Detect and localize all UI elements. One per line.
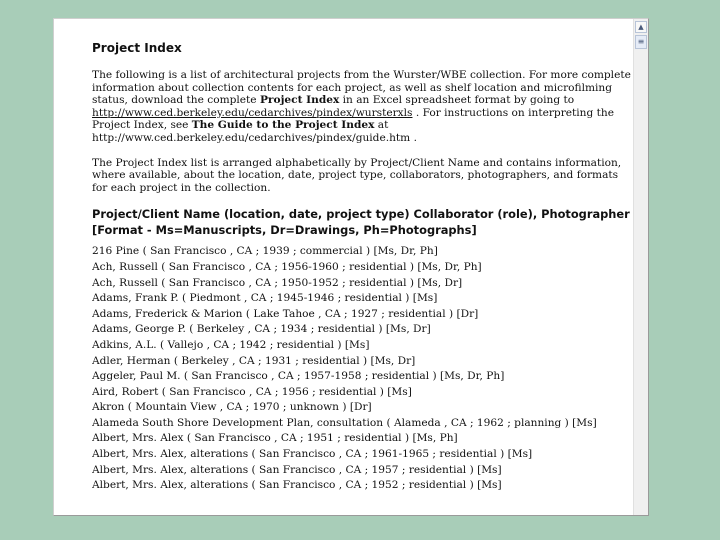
vertical-scrollbar[interactable] (633, 19, 648, 515)
list-item: Adams, Frederick & Marion ( Lake Tahoe , CA ; 1927 ; residential ) [Dr] (92, 307, 479, 320)
intro-paragraph (92, 69, 632, 145)
project-index-bold: Project Index (259, 94, 340, 107)
guide-bold: The Guide to the Project Index (191, 119, 375, 132)
list-item: Albert, Mrs. Alex, alterations ( San Francisco , CA ; 1952 ; residential ) [Ms] (92, 479, 502, 492)
intro-text-2: in an Excel spreadsheet format by going to (339, 94, 575, 107)
list-item: Adams, Frank P. ( Piedmont , CA ; 1945-1946 ; residential ) [Ms] (92, 292, 438, 305)
list-heading: Project/Client Name (location, date, project type) Collaborator (role), Photographer [Format - Ms=Manuscripts, Dr=Drawings, Ph=Photographs] (92, 207, 630, 238)
scroll-up-icon[interactable]: ▲ (635, 21, 647, 33)
list-item: Adkins, A.L. ( Vallejo , CA ; 1942 ; residential ) [Ms] (92, 338, 370, 351)
list-item: Adams, George P. ( Berkeley , CA ; 1934 ; residential ) [Ms, Dr] (92, 323, 431, 336)
browser-window (53, 18, 649, 516)
page-content (92, 41, 632, 494)
list-item: Aird, Robert ( San Francisco , CA ; 1956 ; residential ) [Ms] (92, 385, 412, 398)
list-item: Adler, Herman ( Berkeley , CA ; 1931 ; residential ) [Ms, Dr] (92, 354, 416, 367)
list-item: Ach, Russell ( San Francisco , CA ; 1956-1960 ; residential ) [Ms, Dr, Ph] (92, 260, 482, 273)
list-item: Ach, Russell ( San Francisco , CA ; 1950-1952 ; residential ) [Ms, Dr] (92, 276, 463, 289)
intro-text-1: The following is a list of architectural projects from the Wurster/WBE collection. For more complete information about collection contents for each project, as well as shelf location and microfilming status, download the complete (92, 69, 631, 107)
list-item: Aggeler, Paul M. ( San Francisco , CA ; 1957-1958 ; residential ) [Ms, Dr, Ph] (92, 370, 505, 383)
project-list (92, 244, 632, 494)
excel-download-link[interactable]: http://www.ced.berkeley.edu/cedarchives/pindex/wursterxls (92, 106, 413, 119)
page-title: Project Index (92, 41, 182, 55)
list-item: Albert, Mrs. Alex, alterations ( San Francisco , CA ; 1961-1965 ; residential ) [Ms] (92, 448, 533, 461)
list-item: Akron ( Mountain View , CA ; 1970 ; unknown ) [Dr] (92, 401, 372, 414)
list-item: Albert, Mrs. Alex ( San Francisco , CA ; 1951 ; residential ) [Ms, Ph] (92, 432, 458, 445)
intro-text-4: at http://www.ced.berkeley.edu/cedarchives/pindex/guide.htm . (92, 119, 417, 144)
intro-text-3: . For instructions on interpreting the Project Index, see (92, 106, 614, 132)
arrangement-paragraph: The Project Index list is arranged alphabetically by Project/Client Name and contains information, where available, about the location, date, project type, collaborators, photographers, and formats for each project in the collection. (92, 156, 622, 194)
list-item: Alameda South Shore Development Plan, consultation ( Alameda , CA ; 1962 ; planning ) [Ms] (92, 416, 597, 429)
scroll-thumb[interactable]: ≡ (635, 35, 647, 49)
list-item: Albert, Mrs. Alex, alterations ( San Francisco , CA ; 1957 ; residential ) [Ms] (92, 463, 502, 476)
list-item: 216 Pine ( San Francisco , CA ; 1939 ; commercial ) [Ms, Dr, Ph] (92, 245, 438, 258)
